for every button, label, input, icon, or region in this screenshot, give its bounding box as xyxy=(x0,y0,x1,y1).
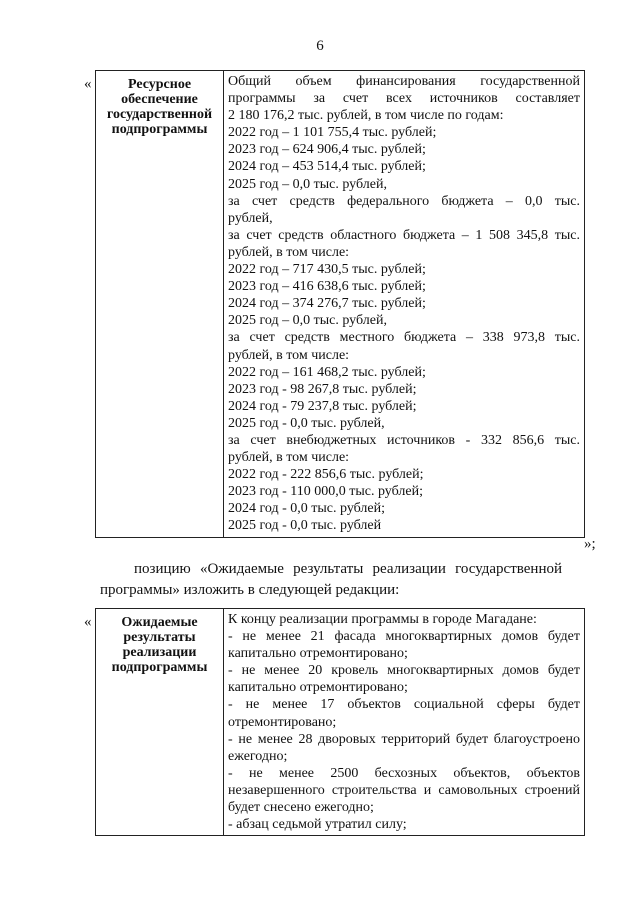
label-line: подпрограммы xyxy=(111,660,208,675)
resource-provision-text xyxy=(224,71,584,537)
text-line: - не менее 28 дворовых территорий будет благоустроено xyxy=(228,731,580,747)
text-line: 2022 год – 717 430,5 тыс. рублей; xyxy=(228,262,426,278)
text-line: 2025 год – 0,0 тыс. рублей, xyxy=(228,176,387,192)
text-line: рублей, в том числе: xyxy=(228,347,350,363)
expected-results-text xyxy=(224,609,584,835)
text-line: отремонтировано; xyxy=(228,714,337,730)
text-line: К концу реализации программы в городе Магадане: xyxy=(228,612,537,627)
resource-provision-table xyxy=(95,70,585,538)
opening-quote: « xyxy=(84,76,92,92)
text-line: будет снесено ежегодно; xyxy=(228,800,374,816)
text-line: программы за счет всех источников составляет xyxy=(228,91,580,107)
expected-results-label-cell xyxy=(96,609,224,836)
text-line: 2022 год - 222 856,6 тыс. рублей; xyxy=(228,467,424,483)
text-line: незавершенного строительства и самовольных строений xyxy=(228,782,580,798)
text-line: 2023 год – 624 906,4 тыс. рублей; xyxy=(228,142,426,158)
text-line: 2022 год – 1 101 755,4 тыс. рублей; xyxy=(228,125,437,141)
label-line: реализации xyxy=(122,645,197,660)
resource-provision-label xyxy=(96,71,223,137)
label-line: Ресурсное xyxy=(127,77,192,92)
text-line: рублей, в том числе: xyxy=(228,244,350,260)
text-line: 2023 год - 98 267,8 тыс. рублей; xyxy=(228,381,417,397)
label-line: обеспечение xyxy=(121,92,198,107)
expected-results-value-cell xyxy=(224,609,585,836)
text-line: 2 180 176,2 тыс. рублей, в том числе по годам: xyxy=(228,108,504,124)
text-line: за счет внебюджетных источников - 332 856,6 тыс. xyxy=(228,432,580,448)
text-line: 2023 год – 416 638,6 тыс. рублей; xyxy=(228,279,426,295)
text-line: ежегодно; xyxy=(228,748,288,764)
resource-provision-label-cell xyxy=(96,71,224,538)
label-line: подпрограммы xyxy=(111,122,208,137)
text-line: 2023 год - 110 000,0 тыс. рублей; xyxy=(228,484,423,500)
text-line: капитально отремонтировано; xyxy=(228,646,408,662)
text-line: 2024 год – 453 514,4 тыс. рублей; xyxy=(228,159,426,175)
page-number: 6 xyxy=(316,38,324,54)
text-line: 2024 год - 79 237,8 тыс. рублей; xyxy=(228,398,417,414)
label-line: результаты xyxy=(123,630,196,645)
text-line: - не менее 2500 бесхозных объектов, объектов xyxy=(228,765,580,781)
resource-provision-value-cell xyxy=(224,71,585,538)
text-line: рублей, в том числе: xyxy=(228,450,350,466)
opening-quote-2: « xyxy=(84,614,92,630)
paragraph-line-1: позицию «Ожидаемые результаты реализации государственной xyxy=(134,561,562,577)
expected-results-table xyxy=(95,608,585,836)
text-line: за счет средств местного бюджета – 338 973,8 тыс. xyxy=(228,330,580,346)
text-line: 2025 год – 0,0 тыс. рублей, xyxy=(228,313,387,329)
paragraph-line-2: программы» изложить в следующей редакции: xyxy=(100,582,400,598)
text-line: - не менее 21 фасада многоквартирных домов будет xyxy=(228,629,580,645)
text-line: 2024 год - 0,0 тыс. рублей; xyxy=(228,501,386,517)
text-line: - абзац седьмой утратил силу; xyxy=(228,817,407,833)
label-line: государственной xyxy=(106,107,213,122)
text-line: - не менее 20 кровель многоквартирных домов будет xyxy=(228,663,580,679)
text-line: за счет средств областного бюджета – 1 508 345,8 тыс. xyxy=(228,227,580,243)
text-line: 2025 год - 0,0 тыс. рублей, xyxy=(228,415,385,431)
text-line: 2024 год – 374 276,7 тыс. рублей; xyxy=(228,296,426,312)
text-line: 2022 год – 161 468,2 тыс. рублей; xyxy=(228,364,426,380)
text-line: Общий объем финансирования государственной xyxy=(228,74,580,89)
expected-results-label xyxy=(96,609,223,675)
text-line: - не менее 17 объектов социальной сферы будет xyxy=(228,697,580,713)
text-line: 2025 год - 0,0 тыс. рублей xyxy=(228,518,382,534)
text-line: за счет средств федерального бюджета – 0,0 тыс. xyxy=(228,193,580,209)
text-line: капитально отремонтировано; xyxy=(228,680,408,696)
label-line: Ожидаемые xyxy=(121,615,198,630)
text-line: рублей, xyxy=(228,210,273,226)
closing-quote: »; xyxy=(584,536,596,552)
